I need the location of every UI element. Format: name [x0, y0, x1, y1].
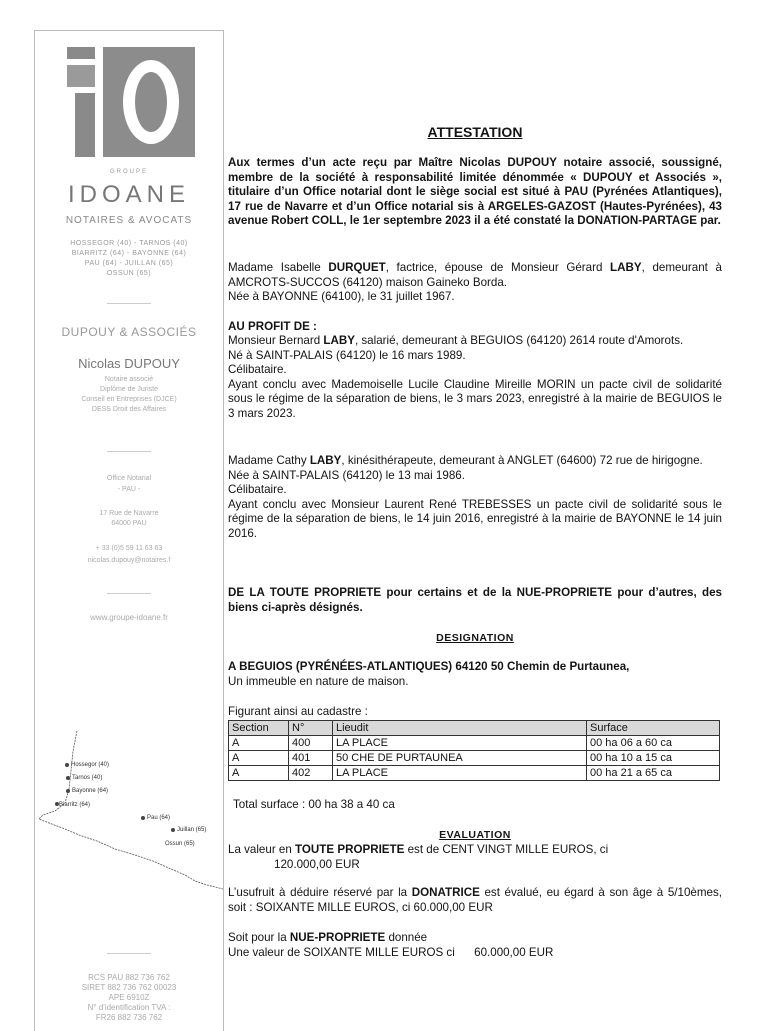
map-label-juillan: Juillan (65) — [177, 827, 207, 833]
donor-paragraph: Madame Isabelle DURQUET, factrice, épouse de Monsieur Gérard LABY, demeurant à AMCROTS-SUCCOS (64120) maison Gaineko Borda. Née à BAYONNE (64100), le 31 juillet 1967. — [228, 261, 722, 304]
beneficiary-2: Madame Cathy LABY, kinésithérapeute, demeurant à ANGLET (64600) 72 rue de hirigogne. Née à SAINT-PALAIS (64120) le 13 mai 1986. Célibataire. Ayant conclu avec Monsieur Laurent René TREBESSES un pacte civil de solidarité sous le régime de la séparation de biens, le 14 juin 2016, enregistré à la mairie de BAYONNE le 14 juin 2016. — [228, 454, 722, 540]
divider — [107, 593, 151, 594]
legal-info: RCS PAU 882 736 762 SIRET 882 736 762 00023 APE 6910Z N° d'identification TVA : FR26 882 736 762 — [81, 973, 177, 1022]
total-surface: Total surface : 00 ha 38 a 40 ca — [233, 798, 395, 811]
document-title: ATTESTATION — [427, 124, 523, 140]
map-label-pau: Pau (64) — [147, 815, 171, 821]
idoane-logo — [67, 47, 197, 157]
email-address: nicolas.dupouy@notaires.f — [87, 557, 171, 564]
cadastre-table — [228, 720, 720, 781]
map-outline — [35, 731, 223, 891]
evaluation-usufruit: L’usufruit à déduire réservé par la DONATRICE est évalué, eu égard à son âge à 5/10èmes, soit : SOIXANTE MILLE EUROS, ci 60.000,00 EUR — [228, 886, 722, 914]
group-label: GROUPE — [109, 169, 148, 175]
beneficiary-1: Monsieur Bernard LABY, salarié, demeurant à BEGUIOS (64120) 2614 route d'Amorots. Né à SAINT-PALAIS (64120) le 16 mars 1989. Célibataire. Ayant conclu avec Mademoiselle Lucile Claudine Mireille MORIN un pacte civil de solidarité sous le régime de la séparation de biens, le 3 mars 2023, enregistré à la mairie de BEGUIOS le 3 mars 2023. — [228, 334, 722, 420]
evaluation-nue-propriete: Soit pour la NUE-PROPRIETE donnée Une valeur de SOIXANTE MILLE EUROS ci 60.000,00 EUR — [228, 931, 554, 959]
beneficiaries-heading: AU PROFIT DE : — [228, 320, 317, 333]
intro-paragraph: Aux termes d’un acte reçu par Maître Nicolas DUPOUY notaire associé, soussigné, membre de la société à responsabilité limitée dénommée « DUPOUY et Associés », titulaire d’un Office notarial dont le siège social est situé à PAU (Pyrénées Atlantiques), 17 rue de Navarre et d’un Office notarial sis à ARGELES-GAZOST (Hautes-Pyrénées), 43 avenue Robert COLL, le 1er septembre 2023 il a été constaté la DONATION-PARTAGE par. — [228, 156, 722, 228]
brand-name: IDOANE — [67, 181, 190, 208]
map-label-biarritz: Biarritz (64) — [59, 802, 91, 808]
contact-info — [35, 543, 223, 567]
map-label-bayonne: Bayonne (64) — [72, 788, 109, 794]
letterhead-sidebar — [34, 30, 224, 1031]
map-label-tarnos: Tarnos (40) — [72, 775, 103, 781]
cadastre-intro: Figurant ainsi au cadastre : — [228, 705, 368, 718]
offices-list: HOSSEGOR (40) - TARNOS (40) BIARRITZ (64) - BAYONNE (64) PAU (64) - JUILLAN (65) OSSUN (65) — [70, 240, 188, 277]
divider — [107, 451, 151, 452]
evaluation-heading: EVALUATION — [439, 829, 511, 841]
divider — [107, 953, 151, 954]
property-address: A BEGUIOS (PYRÉNÉES-ATLANTIQUES) 64120 50 Chemin de Purtaunea, Un immeuble en nature de maison. — [228, 660, 630, 688]
table-row: A 401 50 CHE DE PURTAUNEA 00 ha 10 a 15 ca — [229, 751, 720, 766]
website-link[interactable]: www.groupe-idoane.fr — [90, 613, 168, 622]
region-map — [35, 731, 223, 891]
propriete-paragraph: DE LA TOUTE PROPRIETE pour certains et de la NUE-PROPRIETE pour d’autres, des biens ci-après désignés. — [228, 586, 722, 614]
notary-titles: Notaire associé Diplôme de Juriste Conseil en Entreprises (DJCE) DESS Droit des Affaires — [81, 376, 177, 413]
divider — [107, 303, 151, 304]
table-row: A 400 LA PLACE 00 ha 06 a 60 ca — [229, 736, 720, 751]
firm-name: DUPOUY & ASSOCIÉS — [61, 325, 197, 339]
cadastre-table-wrap — [228, 720, 722, 781]
phone-number: + 33 (0)5 59 11 63 63 — [95, 545, 163, 552]
table-row: A 402 LA PLACE 00 ha 21 a 65 ca — [229, 766, 720, 781]
table-header-row: Section N° Lieudit Surface — [229, 721, 720, 736]
designation-heading: DESIGNATION — [436, 632, 514, 644]
office-address: 17 Rue de Navarre 64000 PAU — [99, 510, 159, 527]
notary-name: Nicolas DUPOUY — [78, 356, 180, 371]
map-label-ossun: Ossun (65) — [165, 841, 195, 847]
map-label-hossegor: Hossegor (40) — [71, 762, 110, 768]
office-label: Office Notarial - PAU - — [106, 475, 152, 493]
brand-subtitle: NOTAIRES & AVOCATS — [65, 215, 193, 226]
evaluation-full: La valeur en TOUTE PROPRIETE est de CENT VINGT MILLE EUROS, ci 120.000,00 EUR — [228, 843, 609, 871]
